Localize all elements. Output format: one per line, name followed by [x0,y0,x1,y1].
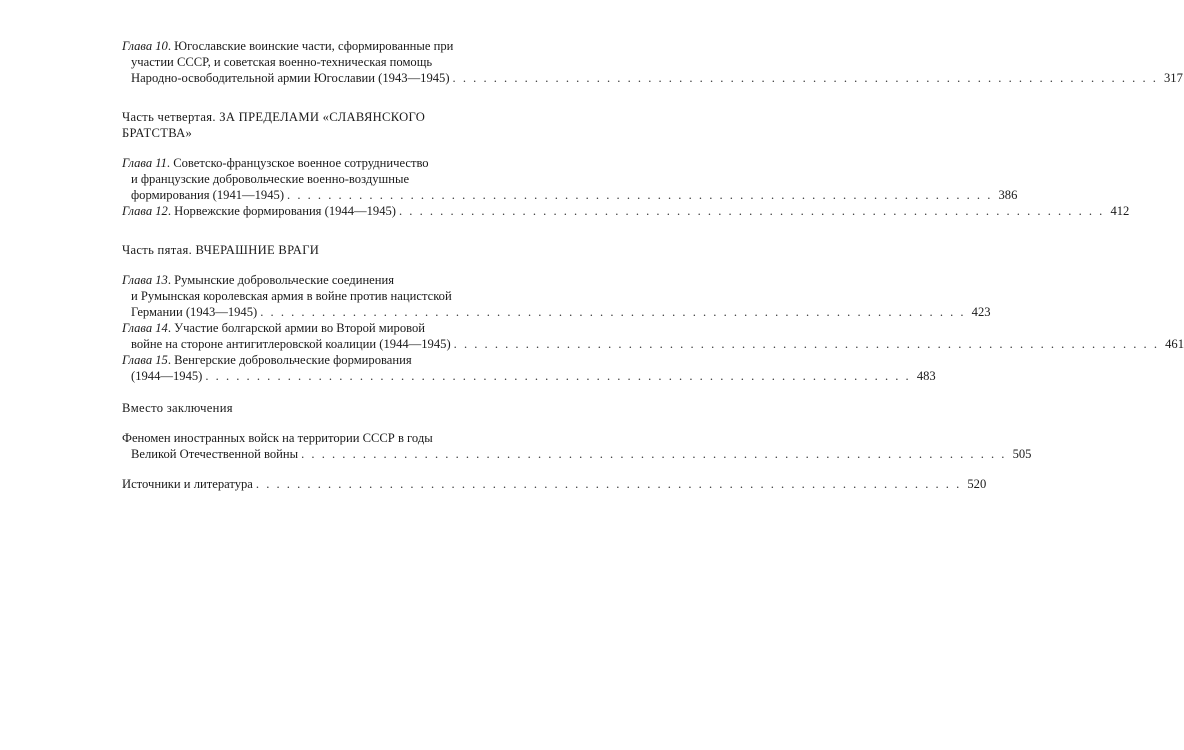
toc-line-last [122,70,1183,86]
part-title-continued: БРАТСТВА» [122,126,193,140]
chapter-title-line: войне на стороне антигитлеровской коалиции (1944—1945) [131,337,451,351]
chapter-label: Глава 10 [122,39,168,53]
toc-line [122,38,502,54]
dot-leader: . . . . . . . . . . . . . . . . . . . . . . . . . . . . . . . . . . . . . . . . . . . . . . . . . . . . . . . . . . . . . . . . . . . . . [287,188,993,202]
chapter-title-line: . Норвежские формирования (1944—1945) [167,204,396,218]
page-number: 483 [916,369,936,383]
entry-title-line: Великой Отечественной войны [131,447,299,461]
toc-line [122,320,502,336]
part-prefix: Часть четвертая. [122,110,216,124]
toc-line [122,155,502,171]
chapter-title-line: . Венгерские добровольческие формирования [167,353,412,367]
dot-leader: . . . . . . . . . . . . . . . . . . . . . . . . . . . . . . . . . . . . . . . . . . . . . . . . . . . . . . . . . . . . . . . . . . . . . [260,305,966,319]
toc-line-last [122,187,1018,203]
toc-entry-chapter-13[interactable] [122,272,991,320]
toc-entry-chapter-14[interactable] [122,320,1184,352]
chapter-title-line: . Югославские воинские части, сформированные при [167,39,454,53]
part-prefix: Часть пятая. [122,243,193,257]
chapter-title-line: . Румынские добровольческие соединения [167,273,395,287]
toc-line-last [122,304,991,320]
page-number: 520 [967,477,987,491]
chapter-label: Глава 15 [122,353,168,367]
toc-line: Феномен иностранных войск на территории СССР в годы [122,431,433,445]
page-number: 505 [1012,447,1032,461]
dot-leader: . . . . . . . . . . . . . . . . . . . . . . . . . . . . . . . . . . . . . . . . . . . . . . . . . . . . . . . . . . . . . . . . . . . . . [255,477,962,491]
part-heading-5 [122,242,502,258]
chapter-title-line: . Участие болгарской армии во Второй мировой [167,321,426,335]
toc-entry-sources[interactable] [122,476,987,492]
conclusion-title: Вместо заключения [122,401,233,415]
toc-entry-chapter-11[interactable] [122,155,1018,203]
conclusion-heading [122,400,502,416]
page-number: 423 [971,305,991,319]
toc-entry-chapter-12[interactable] [122,203,1130,219]
toc-entry-conclusion[interactable] [122,430,1032,462]
chapter-title-line: . Советско-французское военное сотрудничество [166,156,429,170]
toc-line-last [122,368,936,384]
toc-line [122,272,502,288]
chapter-label: Глава 14 [122,321,168,335]
chapter-label: Глава 12 [122,204,168,218]
toc-line-last [122,203,1130,219]
chapter-title-line: формирования (1941—1945) [131,188,285,202]
part-heading-4 [122,109,502,141]
page-number: 386 [998,188,1018,202]
table-of-contents [122,38,1184,492]
toc-line [122,352,502,368]
chapter-label: Глава 11 [122,156,167,170]
toc-entry-chapter-10[interactable] [122,38,1183,86]
dot-leader: . . . . . . . . . . . . . . . . . . . . . . . . . . . . . . . . . . . . . . . . . . . . . . . . . . . . . . . . . . . . . . . . . . . . . [452,71,1158,85]
toc-line-last [122,446,1032,462]
dot-leader: . . . . . . . . . . . . . . . . . . . . . . . . . . . . . . . . . . . . . . . . . . . . . . . . . . . . . . . . . . . . . . . . . . . . . [301,447,1007,461]
entry-title-line: Источники и литература [122,477,253,491]
chapter-title-line: Германии (1943—1945) [131,305,258,319]
page-number: 461 [1165,337,1184,351]
part-title: ЗА ПРЕДЕЛАМИ «СЛАВЯНСКОГО [219,110,426,124]
dot-leader: . . . . . . . . . . . . . . . . . . . . . . . . . . . . . . . . . . . . . . . . . . . . . . . . . . . . . . . . . . . . . . . . . . . . . [453,337,1159,351]
toc-line-last [122,336,1184,352]
chapter-title-line: и французские добровольческие военно-воздушные [131,172,410,186]
page-number: 317 [1164,71,1183,85]
chapter-title-line: Народно-освободительной армии Югославии (1943—1945) [131,71,450,85]
dot-leader: . . . . . . . . . . . . . . . . . . . . . . . . . . . . . . . . . . . . . . . . . . . . . . . . . . . . . . . . . . . . . . . . . . . . . [205,369,911,383]
chapter-label: Глава 13 [122,273,168,287]
page-number: 412 [1110,204,1130,218]
chapter-title-line: (1944—1945) [131,369,203,383]
chapter-title-line: участии СССР, и советская военно-техническая помощь [131,55,433,69]
chapter-title-line: и Румынская королевская армия в войне против нацистской [131,289,452,303]
toc-entry-chapter-15[interactable] [122,352,936,384]
toc-line-last [122,476,987,492]
part-title: ВЧЕРАШНИЕ ВРАГИ [195,243,320,257]
dot-leader: . . . . . . . . . . . . . . . . . . . . . . . . . . . . . . . . . . . . . . . . . . . . . . . . . . . . . . . . . . . . . . . . . . . . . [398,204,1105,218]
